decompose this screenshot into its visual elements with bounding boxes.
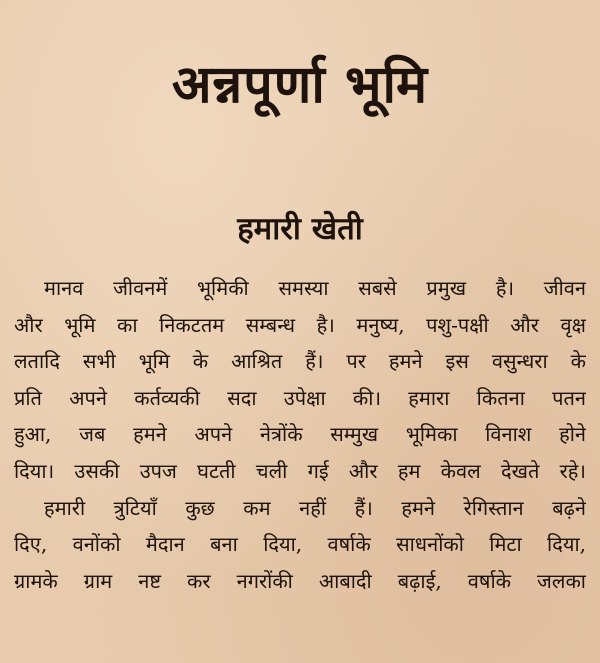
text-line: मानव जीवनमें भूमिकी समस्या सबसे प्रमुख है। जीवन xyxy=(44,276,586,300)
section-heading: हमारी खेती xyxy=(237,211,363,247)
text-line: हमारी त्रुटियाँ कुछ कम नहीं हैं। हमने रेगिस्तान बढ़ने xyxy=(44,495,586,520)
text-line: ग्रामके ग्राम नष्ट कर नगरोंकी आबादी बढ़ाई, वर्षाके जलका xyxy=(14,568,586,593)
text-line: दिया। उसकी उपज घटती चली गई और हम केवल देखते रहे। xyxy=(14,458,586,483)
body-text xyxy=(14,270,586,599)
text-line: लतादि सभी भूमि के आश्रित हैं। पर हमने इस वसुन्धरा के xyxy=(14,349,586,374)
page-title: अन्नपूर्णा भूमि xyxy=(171,54,429,115)
text-line: दिए, वनोंको मैदान बना दिया, वर्षाके साधनोंको मिटा दिया, xyxy=(14,532,586,557)
text-line: और भूमि का निकटतम सम्बन्ध है। मनुष्य, पशु-पक्षी और वृक्ष xyxy=(14,312,586,337)
text-line: प्रति अपने कर्तव्यकी सदा उपेक्षा की। हमारा कितना पतन xyxy=(14,385,586,410)
text-line: हुआ, जब हमने अपने नेत्रोंके सम्मुख भूमिका विनाश होने xyxy=(14,422,586,447)
